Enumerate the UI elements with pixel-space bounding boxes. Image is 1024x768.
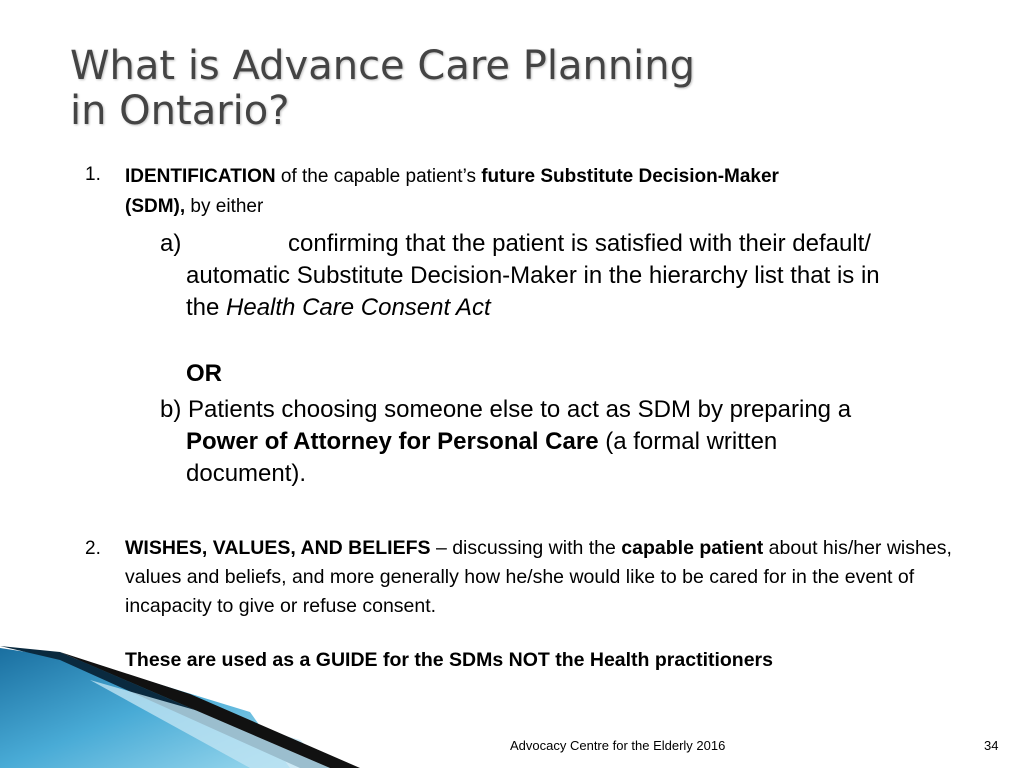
act-name: Health Care Consent Act (226, 294, 491, 321)
item-1-text-a: of the capable patient’s (275, 166, 482, 187)
sub-a-line-3 (186, 292, 491, 324)
footer-organization: Advocacy Centre for the Elderly 2016 (510, 738, 726, 753)
item-2-text-a: – discussing with the (430, 537, 622, 559)
item-2-number: 2. (85, 538, 101, 559)
sub-a-line-2: automatic Substitute Decision-Maker in the hierarchy list that is in (186, 262, 880, 289)
sub-a-line-3-pre: the (186, 294, 227, 321)
sub-a-line-1: confirming that the patient is satisfied with their default/ (288, 230, 871, 257)
item-1-text-b: by either (185, 196, 264, 217)
sub-b-line-1: Patients choosing someone else to act as SDM by preparing a (188, 396, 852, 423)
item-1-sdm-abbrev: (SDM), (125, 196, 186, 217)
slide-title (70, 44, 695, 134)
sub-b-line-2-rest: (a formal written (598, 428, 778, 455)
title-line-2: in Ontario? (70, 88, 290, 134)
guide-note: These are used as a GUIDE for the SDMs NOT the Health practitioners (125, 649, 773, 671)
or-label: OR (186, 360, 222, 387)
title-line-1: What is Advance Care Planning (70, 43, 696, 89)
sub-b-label: b) (160, 396, 182, 423)
sub-b-line-3: document). (186, 460, 307, 487)
item-1-sdm-term: future Substitute Decision-Maker (481, 166, 779, 187)
sub-a-label: a) (160, 230, 182, 257)
item-2-heading: WISHES, VALUES, AND BELIEFS (125, 537, 431, 559)
capable-patient-term: capable patient (621, 537, 764, 559)
item-1-number: 1. (85, 164, 101, 185)
item-2-paragraph (125, 534, 995, 621)
item-2-text-b: about his/her wishes, values and beliefs, and more generally how he/she would like to be cared for in the event of incapacity to give or refuse consent. (125, 537, 952, 617)
item-1-heading: IDENTIFICATION (125, 166, 276, 187)
poa-term: Power of Attorney for Personal Care (186, 428, 599, 455)
item-1-line-1 (125, 162, 779, 192)
page-number: 34 (984, 738, 999, 753)
item-1-line-2 (125, 192, 263, 222)
sub-b-line-2 (186, 426, 777, 458)
